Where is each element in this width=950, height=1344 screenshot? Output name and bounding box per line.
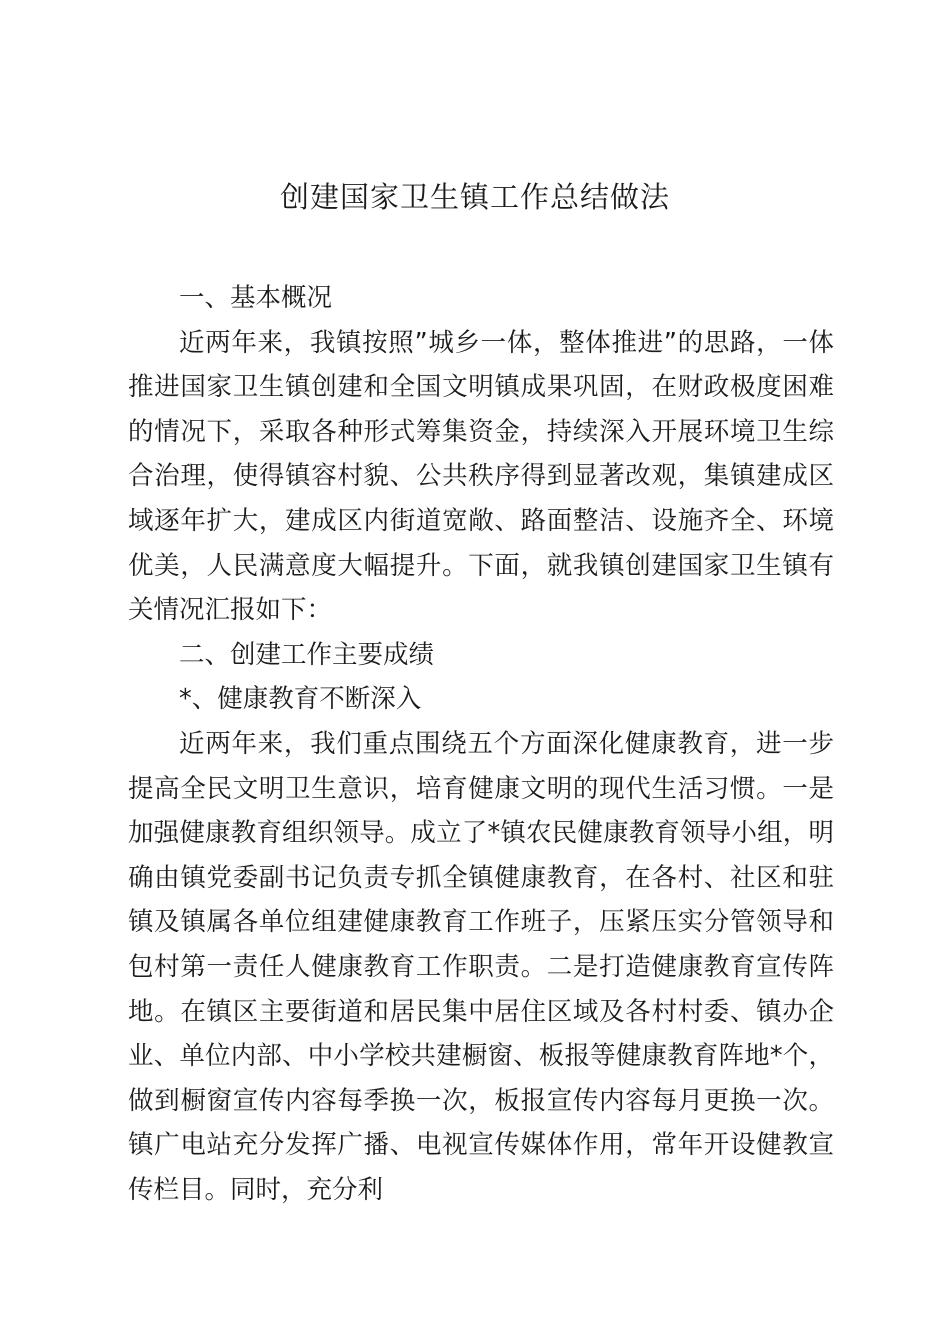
document-body xyxy=(128,276,834,1212)
paragraph-basic-overview: 近两年来，我镇按照”城乡一体，整体推进”的思路，一体推进国家卫生镇创建和全国文明镇成果巩固，在财政极度困难的情况下，采取各种形式筹集资金，持续深入开展环境卫生综合治理，使得镇容村貌、公共秩序得到显著改观，集镇建成区域逐年扩大，建成区内街道宽敞、路面整洁、设施齐全、环境优美，人民满意度大幅提升。下面，就我镇创建国家卫生镇有关情况汇报如下： xyxy=(128,327,834,626)
document-title: 创建国家卫生镇工作总结做法 xyxy=(279,180,670,214)
paragraph-health-education: 近两年来，我们重点围绕五个方面深化健康教育，进一步提高全民文明卫生意识，培育健康文明的现代生活习惯。一是加强健康教育组织领导。成立了*镇农民健康教育领导小组，明确由镇党委副书记负责专抓全镇健康教育，在各村、社区和驻镇及镇属各单位组建健康教育工作班子，压紧压实分管领导和包村第一责任人健康教育工作职责。二是打造健康教育宣传阵地。在镇区主要街道和居民集中居住区域及各村村委、镇办企业、单位内部、中小学校共建橱窗、板报等健康教育阵地*个，做到橱窗宣传内容每季换一次，板报宣传内容每月更换一次。镇广电站充分发挥广播、电视宣传媒体作用，常年开设健教宣传栏目。同时，充分利 xyxy=(128,728,834,1205)
section-heading-main-achievements: 二、创建工作主要成绩 xyxy=(179,639,435,670)
subsection-heading-health-education: *、健康教育不断深入 xyxy=(179,684,422,715)
section-heading-basic-overview: 一、基本概况 xyxy=(179,283,333,313)
